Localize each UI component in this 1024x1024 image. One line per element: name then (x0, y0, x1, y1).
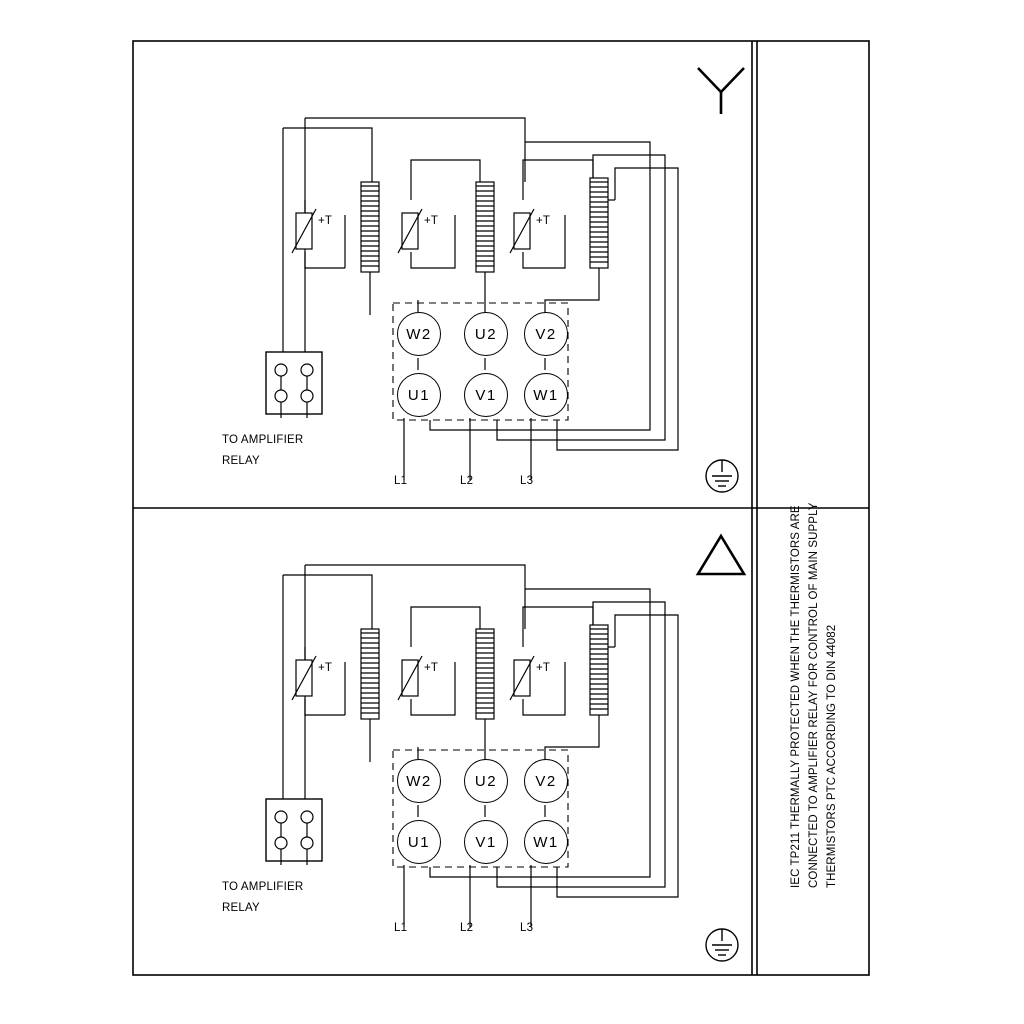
thermistor-label-3-delta: +T (536, 662, 551, 674)
terminal-label: V2 (535, 772, 557, 790)
terminal-label: W1 (533, 386, 559, 404)
delta-connection-icon (690, 528, 752, 578)
amplifier-label-line1-delta: TO AMPLIFIER (222, 881, 304, 893)
terminal-w1-delta (524, 820, 568, 864)
terminal-label: V2 (535, 325, 557, 343)
note-line-3: THERMISTORS PTC ACCORDING TO DIN 44082 (826, 624, 838, 888)
terminal-v1-delta (464, 820, 508, 864)
amplifier-label-line1-star: TO AMPLIFIER (222, 434, 304, 446)
terminal-v2-delta (524, 759, 568, 803)
thermistor-label-1-star: +T (318, 215, 333, 227)
thermistor-label-2-delta: +T (424, 662, 439, 674)
thermistor-label-3-star: +T (536, 215, 551, 227)
terminal-w2-delta (397, 759, 441, 803)
terminal-label: U1 (407, 833, 431, 851)
terminal-label: U1 (407, 386, 431, 404)
supply-label-l1-star: L1 (394, 475, 408, 487)
terminal-u1-star (397, 373, 441, 417)
panel-delta-schematic (0, 447, 1024, 977)
terminal-label: V1 (475, 833, 497, 851)
terminal-u1-delta (397, 820, 441, 864)
supply-label-l1-delta: L1 (394, 922, 408, 934)
wye-connection-icon (690, 60, 752, 120)
note-line-1: IEC TP211 THERMALLY PROTECTED WHEN THE THERMISTORS ARE (790, 505, 802, 888)
terminal-v1-star (464, 373, 508, 417)
terminal-label: W2 (406, 772, 432, 790)
terminal-label: V1 (475, 386, 497, 404)
supply-label-l3-delta: L3 (520, 922, 534, 934)
thermistor-label-2-star: +T (424, 215, 439, 227)
supply-label-l2-star: L2 (460, 475, 474, 487)
terminal-label: U2 (474, 325, 498, 343)
amplifier-label-line2-star: RELAY (222, 455, 260, 467)
terminal-v2-star (524, 312, 568, 356)
terminal-u2-delta (464, 759, 508, 803)
terminal-w1-star (524, 373, 568, 417)
terminal-u2-star (464, 312, 508, 356)
terminal-label: W1 (533, 833, 559, 851)
amplifier-label-line2-delta: RELAY (222, 902, 260, 914)
terminal-label: W2 (406, 325, 432, 343)
thermistor-label-1-delta: +T (318, 662, 333, 674)
note-line-2: CONNECTED TO AMPLIFIER RELAY FOR CONTROL OF MAIN SUPPLY (808, 502, 820, 888)
supply-label-l2-delta: L2 (460, 922, 474, 934)
terminal-label: U2 (474, 772, 498, 790)
earth-ground-icon-delta (694, 925, 750, 973)
supply-label-l3-star: L3 (520, 475, 534, 487)
terminal-w2-star (397, 312, 441, 356)
